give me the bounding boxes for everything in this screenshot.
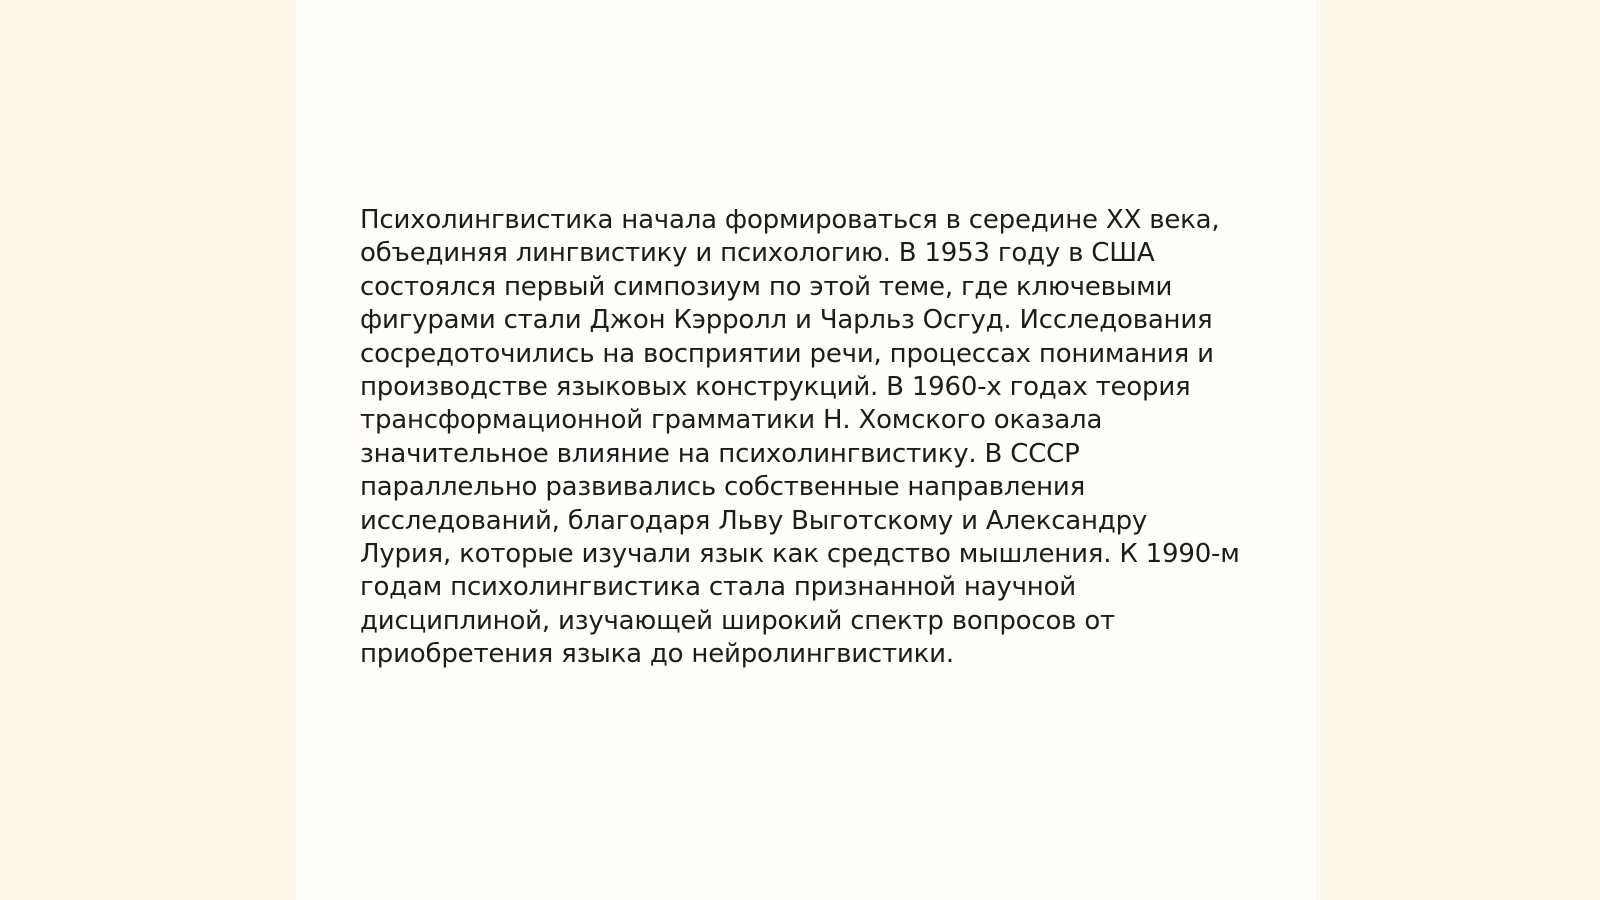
paragraph-line-13: дисциплиной, изучающей широкий спектр вопросов от [360, 605, 1116, 636]
paragraph-line-3: состоялся первый симпозиум по этой теме, где ключевыми [360, 271, 1173, 302]
paragraph-line-5: сосредоточились на восприятии речи, процессах понимания и [360, 338, 1214, 369]
paragraph-line-14: приобретения языка до нейролингвистики. [360, 639, 954, 670]
paragraph-line-11: Лурия, которые изучали язык как средство мышления. К 1990-м [360, 539, 1240, 570]
document-page [296, 0, 1316, 900]
paragraph-line-1: Психолингвистика начала формироваться в середине XX века, [360, 205, 1220, 235]
paragraph-line-6: производстве языковых конструкций. В 1960-х годах теория [360, 372, 1191, 403]
paragraph-line-8: значительное влияние на психолингвистику. В СССР [360, 438, 1080, 469]
paragraph-line-4: фигурами стали Джон Кэрролл и Чарльз Осгуд. Исследования [360, 305, 1213, 336]
body-paragraph [360, 204, 1265, 672]
paragraph-line-7: трансформационной грамматики Н. Хомского оказала [360, 405, 1103, 436]
paragraph-line-2: объединяя лингвистику и психологию. В 1953 году в США [360, 238, 1155, 269]
paragraph-line-9: параллельно развивались собственные направления [360, 472, 1086, 503]
paragraph-line-10: исследований, благодаря Льву Выготскому и Александру [360, 505, 1148, 536]
paragraph-line-12: годам психолингвистика стала признанной научной [360, 572, 1076, 603]
